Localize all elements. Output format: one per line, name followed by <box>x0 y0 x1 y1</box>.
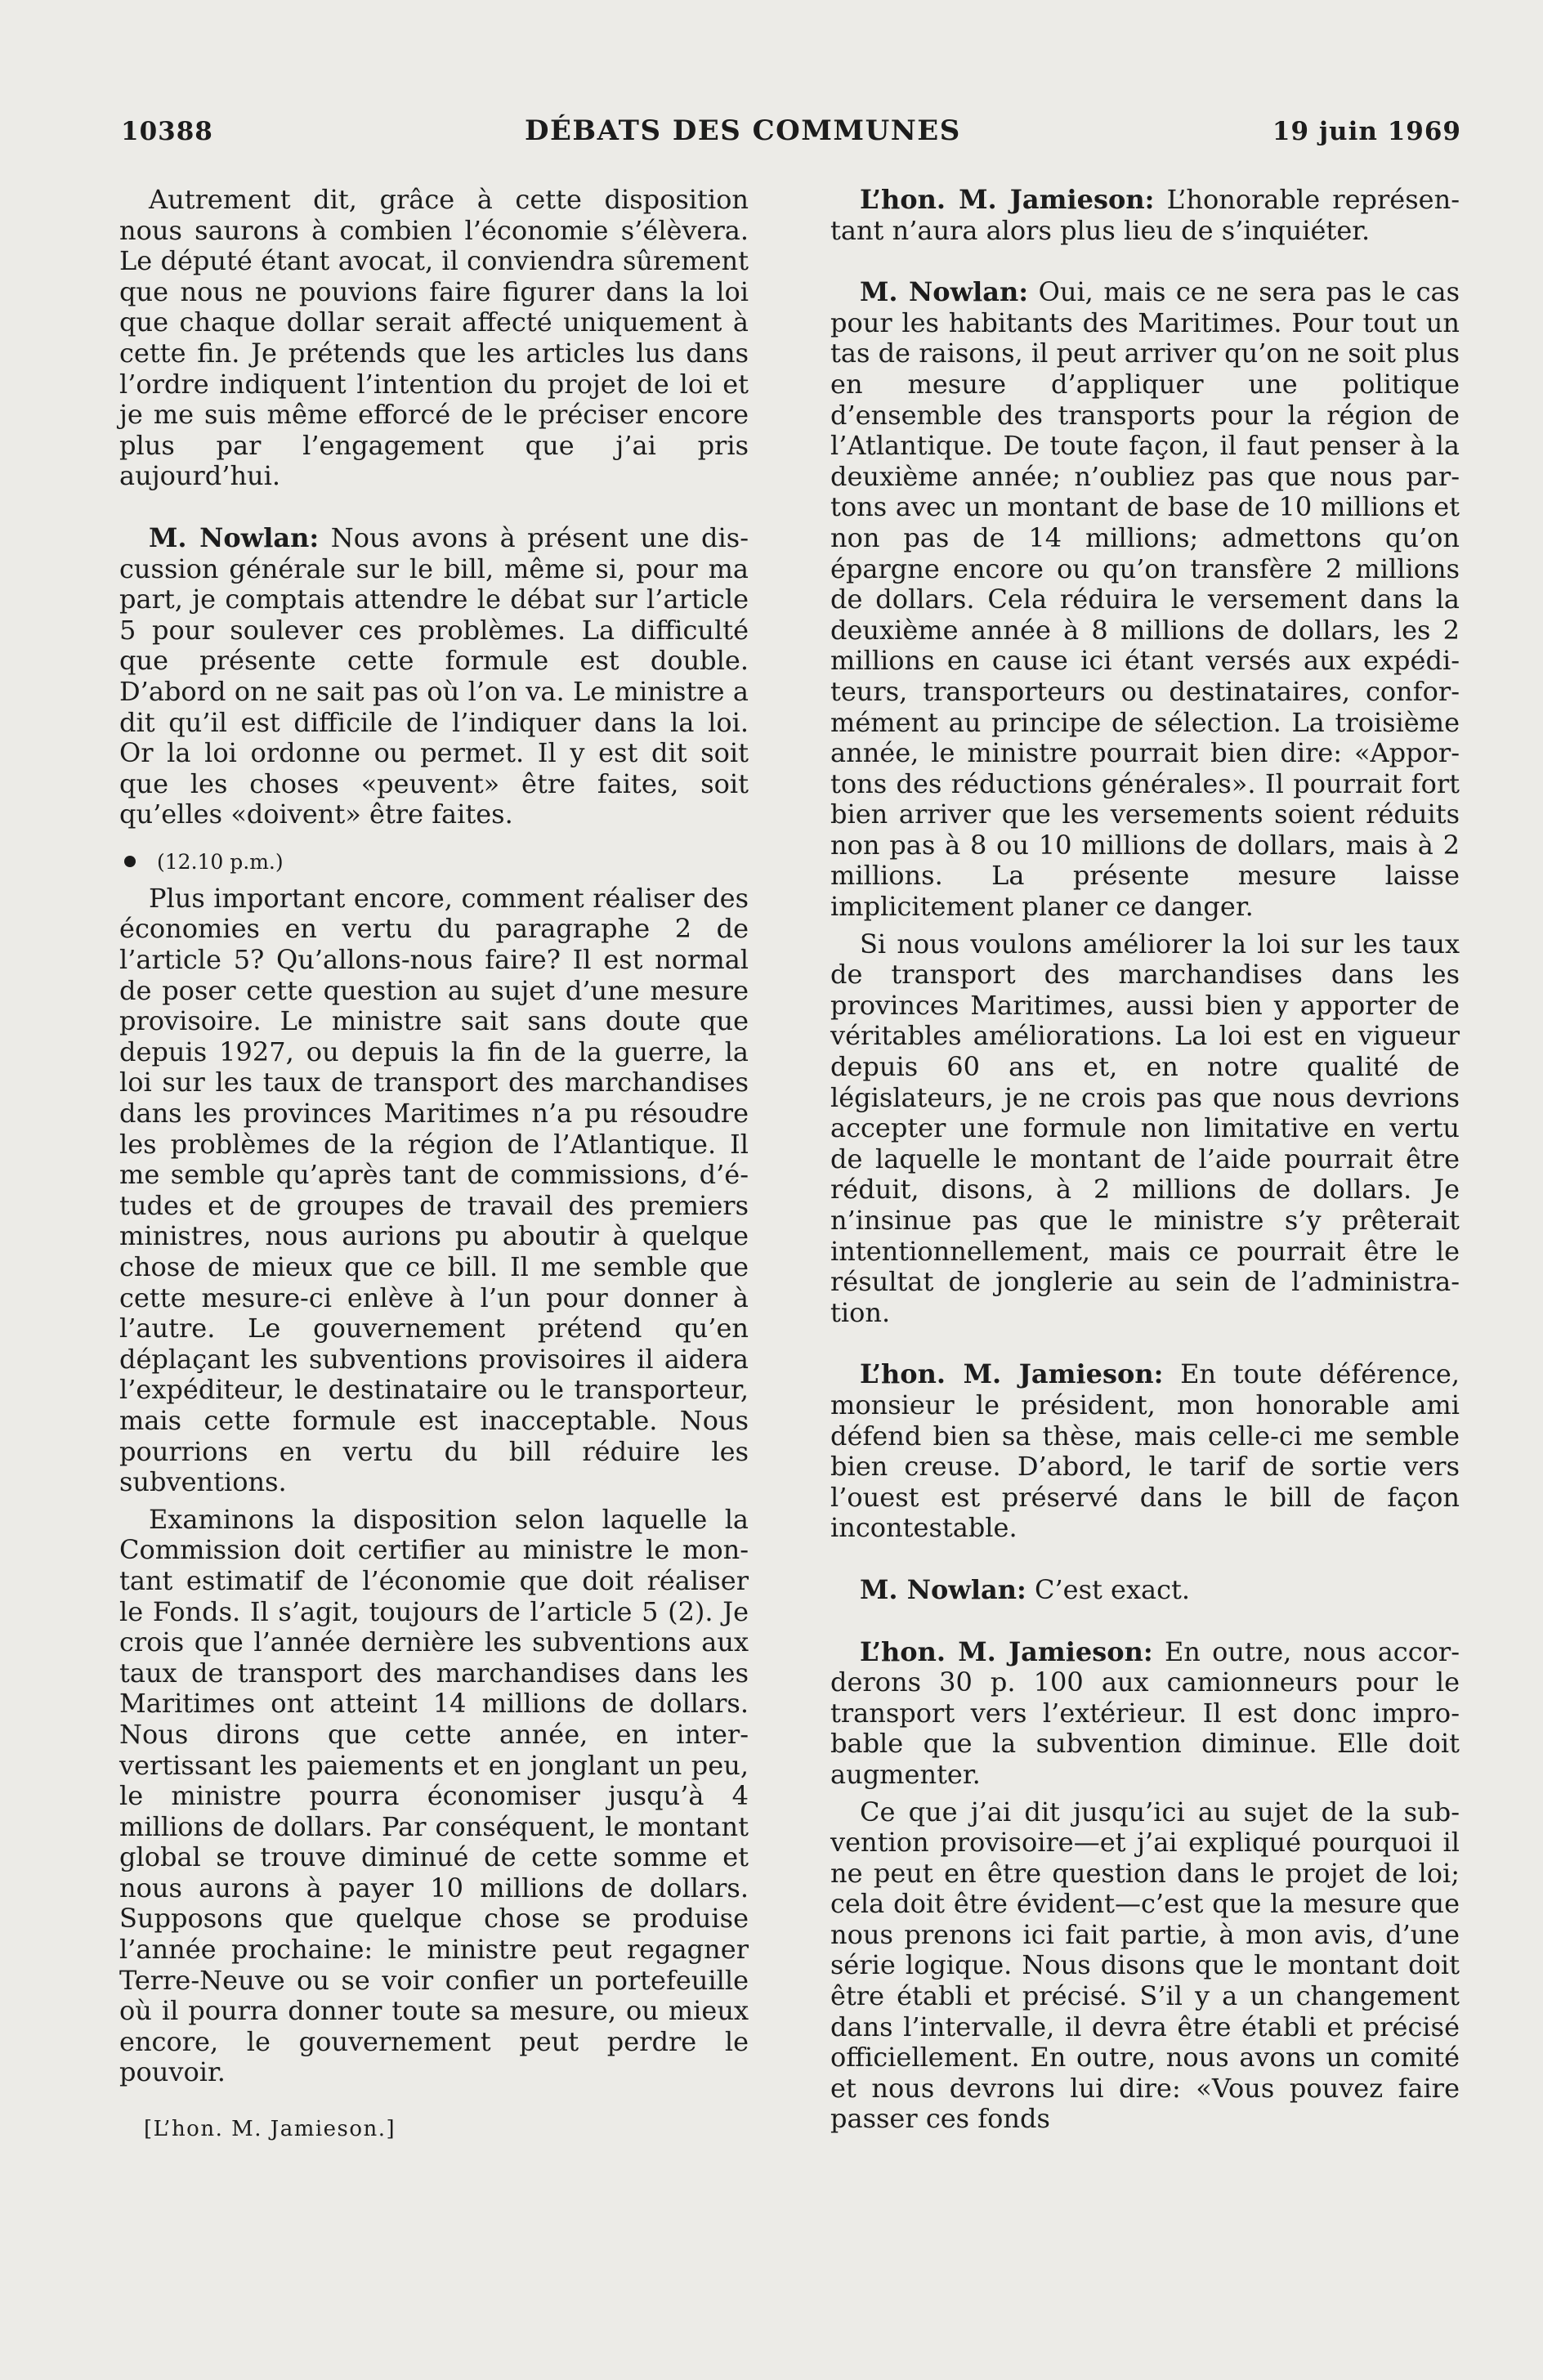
speech-text: Nous avons à présent une discussion générale sur le bill, même si, pour ma part, je comptais attendre le débat sur l’article 5 pour soulever ces problèmes. La difficulté que présente cette formule est double. D’abord on ne sait pas où l’on va. Le ministre a dit qu’il est difficile de l’indiquer dans la loi. Or la loi ordonne ou permet. Il y est dit soit que les choses «peuvent» être faites, soit qu’elles «doivent» être faites. <box>119 521 749 830</box>
page-date: 19 juin 1969 <box>1272 117 1461 146</box>
paragraph: Autrement dit, grâce à cette disposition nous saurons à combien l’économie s’élèvera. Le député étant avocat, il conviendra sûrement que nous ne pouvions faire figurer dans la loi que chaque dollar serait affecté uniquement à cette fin. Je prétends que les articles lus dans l’ordre indiquent l’intention du projet de loi et je me suis même efforcé de le préciser encore plus par l’engagement que j’ai pris aujourd’hui. <box>119 184 749 492</box>
time-marker <box>119 847 749 877</box>
right-column <box>830 185 1460 2135</box>
speaker-name: L’hon. M. Jamieson: <box>860 1635 1153 1667</box>
speech-text: L’honorable représentant n’aura alors plus lieu de s’inquiéter. <box>830 184 1460 246</box>
speech-paragraph <box>830 1637 1460 1791</box>
speech-paragraph <box>830 185 1460 246</box>
left-column <box>119 185 749 2145</box>
time-marker-text: (12.10 p.m.) <box>157 849 284 874</box>
speech-text: En outre, nous accorderons 30 p. 100 aux camionneurs pour le transport vers l’extérieur. Il est donc improbable que la subvention diminue. Elle doit augmenter. <box>830 1635 1460 1790</box>
page-header <box>121 114 1461 147</box>
speech-text: Oui, mais ce ne sera pas le cas pour les habitants des Maritimes. Pour tout un tas de raisons, il peut arriver qu’on ne soit plus en mesure d’appliquer une politique d’ensemble des transports pour la région de l’Atlantique. De toute façon, il faut penser à la deuxième année; n’oubliez pas que nous partons avec un montant de base de 10 millions et non pas de 14 millions; admettons qu’on épargne encore ou qu’on transfère 2 millions de dollars. Cela réduira le versement dans la deuxième année à 8 millions de dollars, les 2 millions en cause ici étant versés aux expéditeurs, transporteurs ou destinataires, conformément au principe de sélection. La troisième année, le ministre pourrait bien dire: «Apportons des réductions générales». Il pourrait fort bien arriver que les versements soient réduits non pas à 8 ou 10 millions de dollars, mais à 2 millions. La présente mesure laisse implicitement planer ce danger. <box>830 276 1460 923</box>
page-title: DÉBATS DES COMMUNES <box>524 114 961 147</box>
speaker-footnote: [L’hon. M. Jamieson.] <box>144 2117 396 2142</box>
paragraph: Si nous voulons améliorer la loi sur les taux de transport des marchandises dans les provinces Maritimes, aussi bien y apporter de véritables améliorations. La loi est en vigueur depuis 60 ans et, en notre qualité de législateurs, je ne crois pas que nous devrions accepter une formule non limitative en vertu de laquelle le montant de l’aide pourrait être réduit, disons, à 2 millions de dollars. Je n’insinue pas que le ministre s’y prêterait intentionnellement, mais ce pourrait être le résultat de jonglerie au sein de l’administration. <box>830 928 1460 1328</box>
speech-paragraph <box>830 1359 1460 1544</box>
speaker-name: M. Nowlan: <box>860 1573 1026 1605</box>
speaker-name: M. Nowlan: <box>860 276 1029 308</box>
speech-paragraph <box>830 277 1460 922</box>
bullet-icon <box>124 856 136 867</box>
speech-text: C’est exact. <box>1026 1573 1191 1605</box>
speaker-name: L’hon. M. Jamieson: <box>860 184 1155 215</box>
paragraph: Ce que j’ai dit jusqu’ici au sujet de la subvention provisoire—et j’ai expliqué pourquoi il ne peut en être question dans le projet de loi; cela doit être évident—c’est que la mesure que nous prenons ici fait partie, à mon avis, d’une série logique. Nous disons que le montant doit être établi et précisé. S’il y a un changement dans l’intervalle, il devra être établi et précisé officiellement. En outre, nous avons un comité et nous devrons lui dire: «Vous pouvez faire passer ces fonds <box>830 1796 1460 2135</box>
paragraph: Examinons la disposition selon laquelle la Commission doit certifier au ministre le montant estimatif de l’économie que doit réaliser le Fonds. Il s’agit, toujours de l’article 5 (2). Je crois que l’année dernière les subventions aux taux de transport des marchandises dans les Maritimes ont atteint 14 millions de dollars. Nous dirons que cette année, en intervertissant les paiements et en jonglant un peu, le ministre pourra économiser jusqu’à 4 millions de dollars. Par conséquent, le montant global se trouve diminué de cette somme et nous aurons à payer 10 millions de dollars. Supposons que quelque chose se produise l’année prochaine: le ministre peut regagner Terre-Neuve ou se voir confier un portefeuille où il pourra donner toute sa mesure, ou mieux encore, le gouvernement peut perdre le pouvoir. <box>119 1503 749 2088</box>
paragraph: Plus important encore, comment réaliser des économies en vertu du paragraphe 2 de l’article 5? Qu’allons-nous faire? Il est normal de poser cette question au sujet d’une mesure provisoire. Le ministre sait sans doute que depuis 1927, ou depuis la fin de la guerre, la loi sur les taux de transport des marchandises dans les provinces Maritimes n’a pu résoudre les problèmes de la région de l’Atlantique. Il me semble qu’après tant de commissions, d’études et de groupes de travail des premiers ministres, nous aurions pu aboutir à quelque chose de mieux que ce bill. Il me semble que cette mesure-ci enlève à l’un pour donner à l’autre. Le gouvernement prétend qu’en déplaçant les subventions provisoires il aidera l’expéditeur, le destinataire ou le transporteur, mais cette formule est inacceptable. Nous pourrions en vertu du bill réduire les subventions. <box>119 882 749 1498</box>
speech-paragraph <box>119 523 749 830</box>
speech-paragraph <box>830 1575 1460 1606</box>
speaker-name: M. Nowlan: <box>149 521 320 553</box>
page-number: 10388 <box>121 117 213 146</box>
speech-text: En toute déférence, monsieur le président, mon honorable ami défend bien sa thèse, mais celle-ci me semble bien creuse. D’abord, le tarif de sortie vers l’ouest est préservé dans le bill de façon incontestable. <box>830 1358 1460 1544</box>
speaker-name: L’hon. M. Jamieson: <box>860 1358 1164 1390</box>
